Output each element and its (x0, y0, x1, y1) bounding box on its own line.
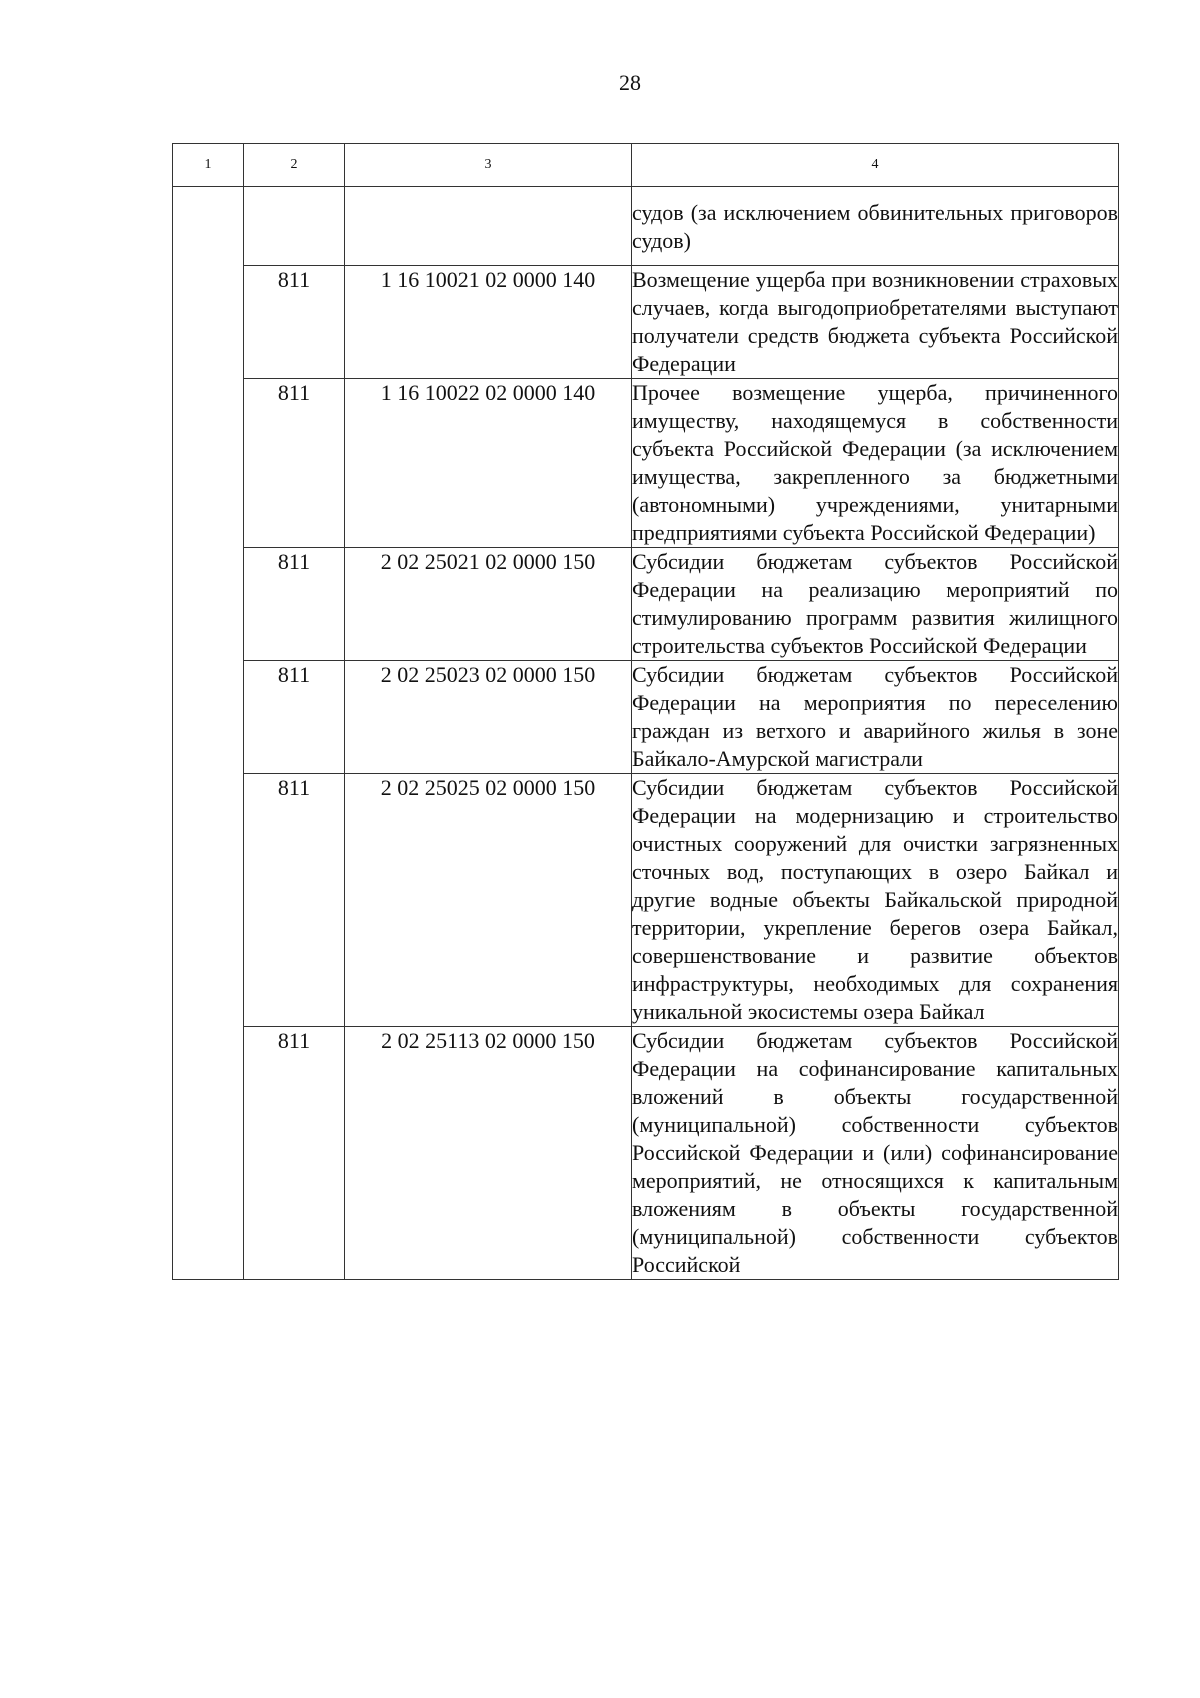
header-col-4: 4 (632, 144, 1119, 187)
header-col-2: 2 (244, 144, 345, 187)
header-col-1: 1 (173, 144, 244, 187)
revenue-code-cell (345, 187, 632, 266)
revenue-code-cell: 2 02 25021 02 0000 150 (345, 548, 632, 661)
description-cell: Прочее возмещение ущерба, причиненного имуществу, находящемуся в собственности субъекта Российской Федерации (за исключением имущества, закрепленного за бюджетными (автономными) учреждениями, унитарными предприятиями субъекта Российской Федерации) (632, 379, 1119, 548)
description-cell: судов (за исключением обвинительных приговоров судов) (632, 187, 1119, 266)
admin-code-cell: 811 (244, 661, 345, 774)
table-row (173, 187, 1119, 266)
description-cell: Субсидии бюджетам субъектов Российской Федерации на модернизацию и строительство очистных сооружений для очистки загрязненных сточных вод, поступающих в озеро Байкал и другие водные объекты Байкальской природной территории, укрепление берегов озера Байкал, совершенствование и развитие объектов инфраструктуры, необходимых для сохранения уникальной экосистемы озера Байкал (632, 774, 1119, 1027)
table-header-row (173, 144, 1119, 187)
page-number: 28 (619, 70, 641, 95)
table-row (173, 774, 1119, 1027)
revenue-code-cell: 1 16 10022 02 0000 140 (345, 379, 632, 548)
admin-code-cell: 811 (244, 266, 345, 379)
budget-revenue-table (172, 143, 1119, 1280)
table-row (173, 1027, 1119, 1280)
description-cell: Субсидии бюджетам субъектов Российской Федерации на софинансирование капитальных вложений в объекты государственной (муниципальной) собственности субъектов Российской Федерации и (или) софинансирование мероприятий, не относящихся к капитальным вложениям в объекты государственной (муниципальной) собственности субъектов Российской (632, 1027, 1119, 1280)
revenue-code-cell: 2 02 25025 02 0000 150 (345, 774, 632, 1027)
table-row (173, 266, 1119, 379)
description-cell: Субсидии бюджетам субъектов Российской Федерации на реализацию мероприятий по стимулированию программ развития жилищного строительства субъектов Российской Федерации (632, 548, 1119, 661)
table-row (173, 661, 1119, 774)
description-cell: Возмещение ущерба при возникновении страховых случаев, когда выгодоприобретателями выступают получатели средств бюджета субъекта Российской Федерации (632, 266, 1119, 379)
admin-code-cell: 811 (244, 548, 345, 661)
table-row (173, 548, 1119, 661)
admin-code-cell: 811 (244, 774, 345, 1027)
revenue-code-cell: 1 16 10021 02 0000 140 (345, 266, 632, 379)
admin-code-cell: 811 (244, 379, 345, 548)
col-1-empty-cell (173, 187, 244, 1280)
header-col-3: 3 (345, 144, 632, 187)
revenue-code-cell: 2 02 25023 02 0000 150 (345, 661, 632, 774)
description-cell: Субсидии бюджетам субъектов Российской Федерации на мероприятия по переселению граждан из ветхого и аварийного жилья в зоне Байкало-Амурской магистрали (632, 661, 1119, 774)
admin-code-cell: 811 (244, 1027, 345, 1280)
table-row (173, 379, 1119, 548)
admin-code-cell (244, 187, 345, 266)
revenue-code-cell: 2 02 25113 02 0000 150 (345, 1027, 632, 1280)
